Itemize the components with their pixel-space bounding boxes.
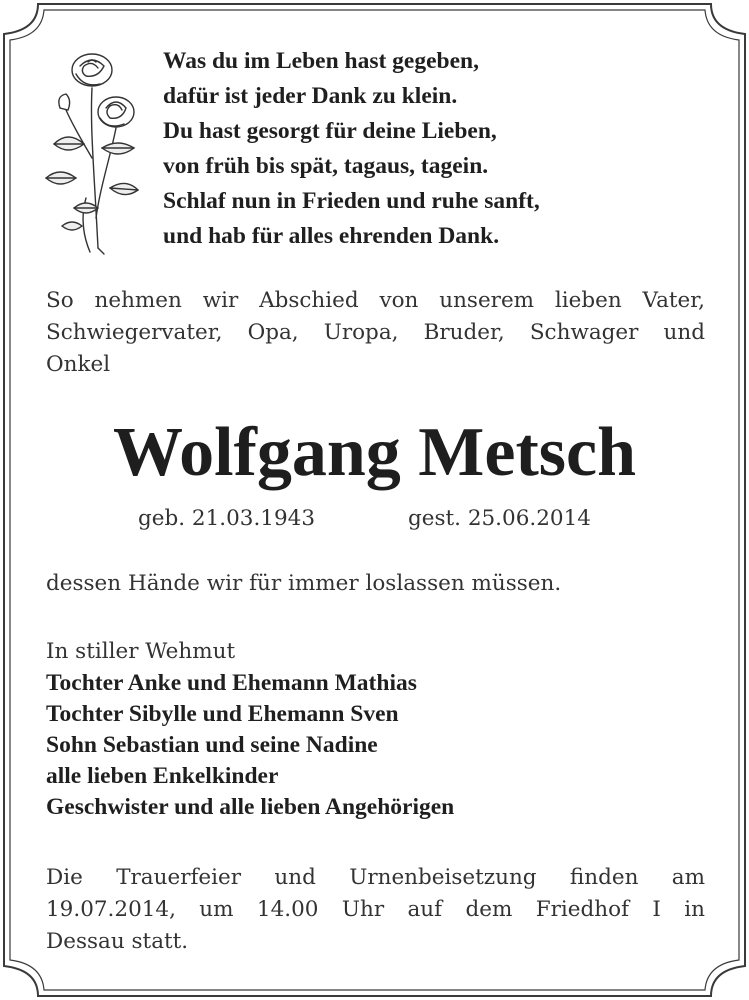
mourners-list xyxy=(46,668,705,823)
birth-date: geb. 21.03.1943 xyxy=(138,506,316,531)
ceremony-line: Dessau statt. xyxy=(46,929,189,954)
rose-icon xyxy=(40,48,144,258)
intro-line: So nehmen wir Abschied von unserem lieben Vater, xyxy=(46,288,705,313)
poem-line: dafür ist jeder Dank zu klein. xyxy=(163,83,458,109)
ceremony-info xyxy=(46,862,705,958)
mourning-phrase: In stiller Wehmut xyxy=(46,639,236,664)
poem-line: von früh bis spät, tagaus, tagein. xyxy=(163,153,489,179)
poem-line: Was du im Leben hast gegeben, xyxy=(163,48,479,74)
death-date: gest. 25.06.2014 xyxy=(408,506,591,531)
poem-line: Schlaf nun in Frieden und ruhe sanft, xyxy=(163,188,540,214)
deceased-name: Wolfgang Metsch xyxy=(112,414,637,491)
ceremony-line: 19.07.2014, um 14.00 Uhr auf dem Friedhof I in xyxy=(46,897,705,922)
intro-line: Schwiegervater, Opa, Uropa, Bruder, Schwager und xyxy=(46,320,705,345)
farewell-text: dessen Hände wir für immer loslassen müssen. xyxy=(46,571,562,596)
poem-line: und hab für alles ehrenden Dank. xyxy=(163,223,500,249)
mourner-entry: Tochter Sibylle und Ehemann Sven xyxy=(46,701,399,727)
intro-line: Onkel xyxy=(46,352,111,377)
mourner-entry: Geschwister und alle lieben Angehörigen xyxy=(46,794,455,820)
farewell-intro xyxy=(46,285,705,381)
mourner-entry: alle lieben Enkelkinder xyxy=(46,763,279,789)
mourner-entry: Tochter Anke und Ehemann Mathias xyxy=(46,670,417,696)
mourner-entry: Sohn Sebastian und seine Nadine xyxy=(46,732,378,758)
poem-line: Du hast gesorgt für deine Lieben, xyxy=(163,118,497,144)
poem xyxy=(163,44,723,254)
ceremony-line: Die Trauerfeier und Urnenbeisetzung finden am xyxy=(46,865,705,890)
